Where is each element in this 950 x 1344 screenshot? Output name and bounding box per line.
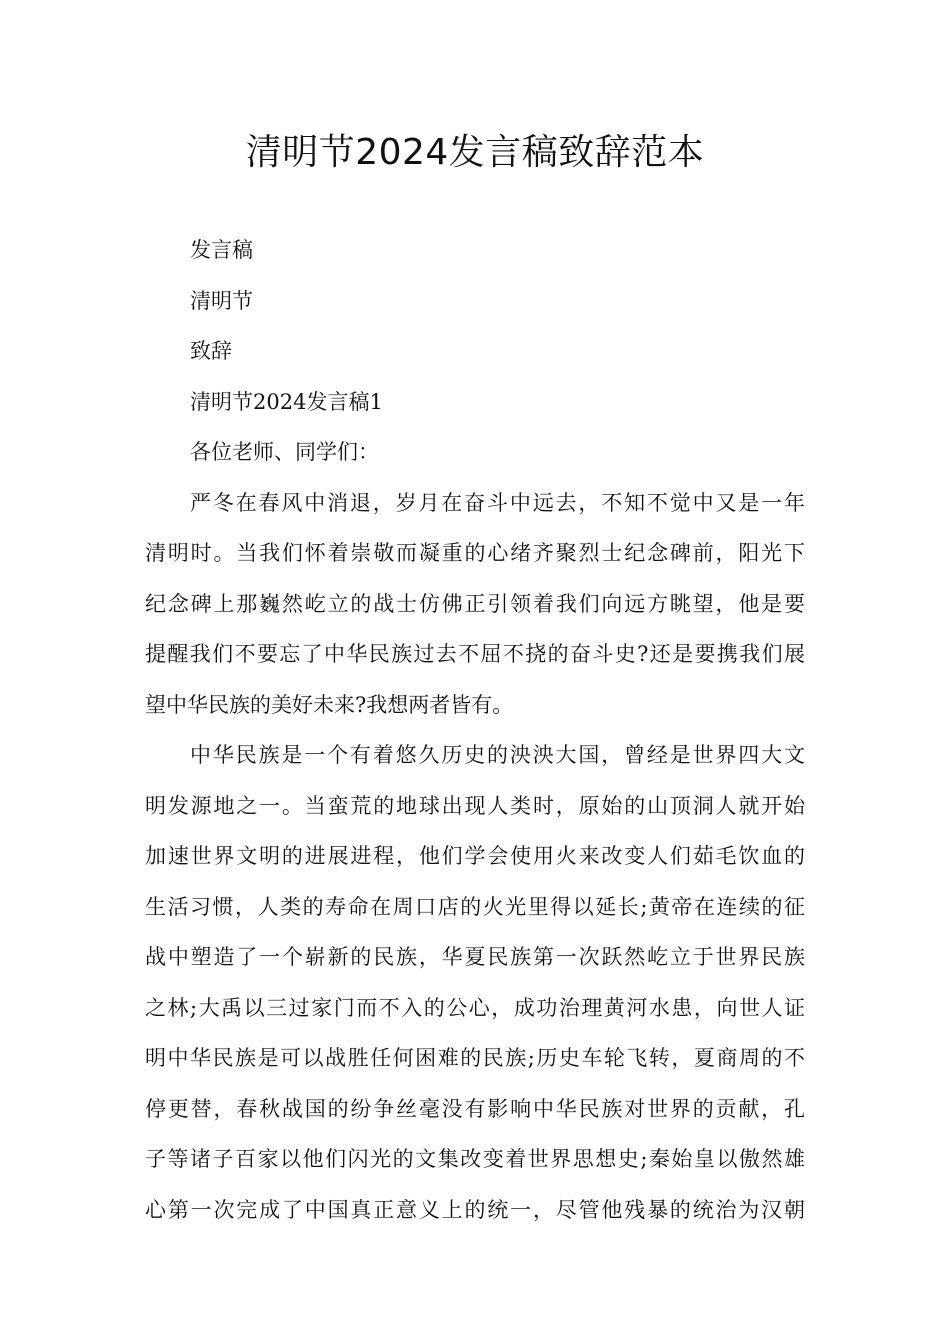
paragraph-line: 严冬在春风中消退，岁月在奋斗中远去，不知不觉中又是一年 bbox=[190, 490, 805, 515]
paragraph-line: 子等诸子百家以他们闪光的文集改变着世界思想史;秦始皇以傲然雄 bbox=[145, 1147, 805, 1171]
paragraph-line: 之林;大禹以三过家门而不入的公心，成功治理黄河水患，向世人证 bbox=[145, 995, 805, 1020]
paragraph-line: 明发源地之一。当蛮荒的地球出现人类时，原始的山顶洞人就开始 bbox=[145, 793, 805, 818]
salutation: 各位老师、同学们： bbox=[190, 440, 379, 464]
paragraph-line: 清明时。当我们怀着崇敬而凝重的心绪齐聚烈士纪念碑前，阳光下 bbox=[145, 541, 805, 565]
keyword-qingming: 清明节 bbox=[190, 288, 253, 313]
paragraph-2 bbox=[145, 730, 805, 1235]
paragraph-1 bbox=[145, 478, 805, 731]
paragraph-line: 战中塑造了一个崭新的民族，华夏民族第一次跃然屹立于世界民族 bbox=[145, 945, 805, 969]
document-body bbox=[145, 225, 805, 1235]
section-title: 清明节2024发言稿1 bbox=[190, 389, 383, 414]
paragraph-line: 提醒我们不要忘了中华民族过去不屈不挠的奋斗史?还是要携我们展 bbox=[145, 642, 805, 666]
paragraph-line: 心第一次完成了中国真正意义上的统一，尽管他残暴的统治为汉朝 bbox=[145, 1197, 805, 1222]
keyword-address: 致辞 bbox=[190, 339, 232, 363]
paragraph-line: 中华民族是一个有着悠久历史的泱泱大国，曾经是世界四大文 bbox=[190, 743, 805, 767]
paragraph-line: 明中华民族是可以战胜任何困难的民族;历史车轮飞转，夏商周的不 bbox=[145, 1046, 805, 1070]
paragraph-line: 纪念碑上那巍然屹立的战士仿佛正引领着我们向远方眺望，他是要 bbox=[145, 591, 805, 616]
document-title: 清明节2024发言稿致辞范本 bbox=[245, 132, 705, 173]
paragraph-line: 停更替，春秋战国的纷争丝毫没有影响中华民族对世界的贡献，孔 bbox=[145, 1096, 805, 1121]
paragraph-line: 望中华民族的美好未来?我想两者皆有。 bbox=[145, 692, 514, 717]
keyword-speech: 发言稿 bbox=[190, 238, 253, 262]
paragraph-line: 生活习惯，人类的寿命在周口店的火光里得以延长;黄帝在连续的征 bbox=[145, 894, 805, 919]
paragraph-line: 加速世界文明的进展进程，他们学会使用火来改变人们茹毛饮血的 bbox=[145, 844, 805, 868]
